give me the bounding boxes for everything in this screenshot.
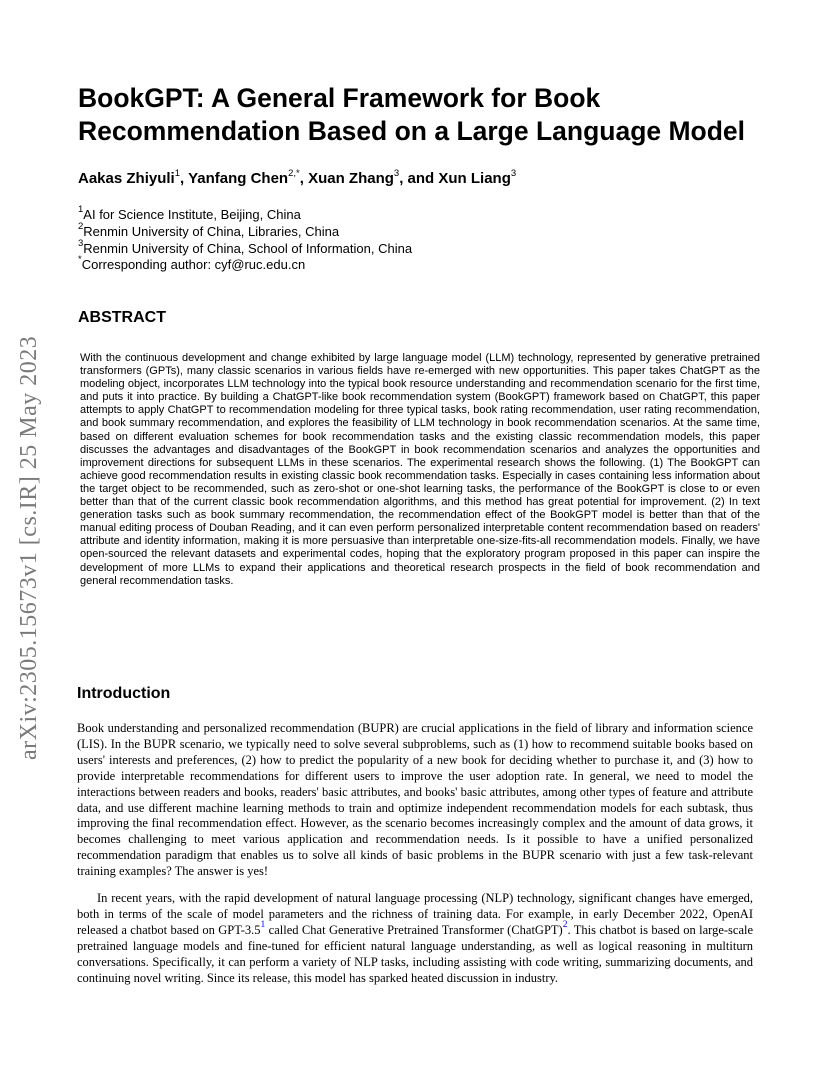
intro-paragraph-1: Book understanding and personalized recommendation (BUPR) are crucial applications in the field of library and information science (LIS). In the BUPR scenario, we typically need to solve several subproblems, such as (1) how to recommend suitable books based on users' interests and preferences, (2) how to predict the popularity of a new book for deciding whether to purchase it, and (3) how to provide interpretable recommendations for different users to improve the user adoption rate. In general, we need to model the interactions between readers and books, readers' basic attributes, and books' basic attributes, among other types of feature and attribute data, and use different machine learning methods to train and optimize independent recommendation models for each subtask, thus improving the final recommendation effect. However, as the scenario becomes increasingly complex and the amount of data grows, it becomes challenging to meet various application and recommendation needs. Is it possible to have a unified personalized recommendation paradigm that enables us to solve all kinds of basic problems in the BUPR scenario with just a few task-relevant training examples? The answer is yes! bbox=[77, 721, 753, 879]
author-separator: , bbox=[299, 170, 309, 187]
affiliation-marker: * bbox=[78, 254, 82, 266]
affiliation-text: AI for Science Institute, Beijing, China bbox=[83, 207, 301, 222]
footnote-link-1[interactable]: 1 bbox=[260, 919, 266, 930]
author-list bbox=[78, 170, 778, 187]
author-affil-sup: 1 bbox=[174, 168, 180, 179]
affiliation-item bbox=[78, 220, 778, 241]
intro-p2-text-b: called Chat Generative Pretrained Transformer (ChatGPT) bbox=[265, 922, 563, 937]
author-name: Aakas Zhiyuli bbox=[78, 170, 175, 187]
author-name: Yanfang Chen bbox=[188, 170, 289, 187]
abstract-heading: ABSTRACT bbox=[78, 309, 166, 326]
author-name: Xun Liang bbox=[438, 170, 511, 187]
author-separator: , bbox=[180, 170, 189, 187]
paper-title bbox=[78, 82, 778, 148]
author-affil-sup: 2,* bbox=[288, 168, 300, 179]
affiliation-marker: 2 bbox=[78, 220, 84, 232]
affiliation-list bbox=[78, 204, 778, 274]
affiliation-item bbox=[78, 254, 778, 274]
affiliation-marker: 1 bbox=[78, 204, 84, 215]
affiliation-item bbox=[78, 237, 778, 258]
affiliation-text: Renmin University of China, School of Information, China bbox=[83, 240, 413, 256]
affiliation-marker: 3 bbox=[78, 237, 84, 249]
footnote-link-2[interactable]: 2 bbox=[562, 919, 568, 930]
abstract-body: With the continuous development and change exhibited by large language model (LLM) technology, represented by generative pretrained transformers (GPTs), many classic scenarios in various fields have re-emerged with new opportunities. This paper takes ChatGPT as the modeling object, incorporates LLM technology into the typical book resource understanding and recommendation scenario for the first time, and puts it into practice. By building a ChatGPT-like book recommendation system (BookGPT) framework based on ChatGPT, this paper attempts to apply ChatGPT to recommendation modeling for three typical tasks, book rating recommendation, user rating recommendation, and book summary recommendation, and explores the feasibility of LLM technology in book recommendation scenarios. At the same time, based on different evaluation schemes for book recommendation tasks and the existing classic recommendation models, this paper discusses the advantages and disadvantages of the BookGPT in book recommendation scenarios and analyzes the opportunities and improvement directions for subsequent LLMs in these scenarios. The experimental research shows the following. (1) The BookGPT can achieve good recommendation results in existing classic book recommendation tasks. Especially in cases containing less information about the target object to be recommended, such as zero-shot or one-shot learning tasks, the performance of the BookGPT is close to or even better than that of the current classic book recommendation algorithms, and this method has great potential for improvement. (2) In text generation tasks such as book summary recommendation, the recommendation effect of the BookGPT model is better than that of the manual editing process of Douban Reading, and it can even perform personalized interpretable content recommendation based on readers' attribute and identity information, making it is more persuasive than interpretable one-size-fits-all recommendation models. Finally, we have open-sourced the relevant datasets and experimental codes, hoping that the exploratory program proposed in this paper can inspire the development of more LLMs to expand their applications and theoretical research prospects in the field of book recommendation and general recommendation tasks. bbox=[80, 352, 760, 587]
intro-p2-text-c: . This chatbot is based on large-scale pretrained language models and fine-tuned for efficient natural language understanding, as well as logical reasoning in multiturn conversations. Specifically, it can perform a variety of NLP tasks, including assisting with code writing, summarizing documents, and continuing novel writing. Since its release, this model has sparked heated discussion in industry. bbox=[77, 922, 754, 985]
introduction-heading: Introduction bbox=[77, 685, 171, 702]
intro-p2-text-a: In recent years, with the rapid development of natural language processing (NLP) technology, significant changes have emerged, both in terms of the scale of model parameters and the richness of training data. For example, in early December 2022, OpenAI released a chatbot based on GPT-3.5 bbox=[77, 891, 753, 937]
author-affil-sup: 3 bbox=[393, 168, 400, 179]
intro-paragraph-2 bbox=[77, 891, 753, 986]
arxiv-side-stamp: arXiv:2305.15673v1 [cs.IR] 25 May 2023 bbox=[16, 335, 42, 760]
affiliation-text: Corresponding author: cyf@ruc.edu.cn bbox=[81, 257, 306, 273]
author-separator: , and bbox=[399, 170, 439, 187]
author-name: Xuan Zhang bbox=[308, 170, 394, 187]
title-line-2: Recommendation Based on a Large Language Model bbox=[78, 116, 746, 146]
title-line-1: BookGPT: A General Framework for Book bbox=[78, 83, 601, 113]
author-affil-sup: 3 bbox=[510, 168, 517, 179]
affiliation-text: Renmin University of China, Libraries, China bbox=[83, 223, 340, 239]
affiliation-item bbox=[78, 204, 778, 224]
